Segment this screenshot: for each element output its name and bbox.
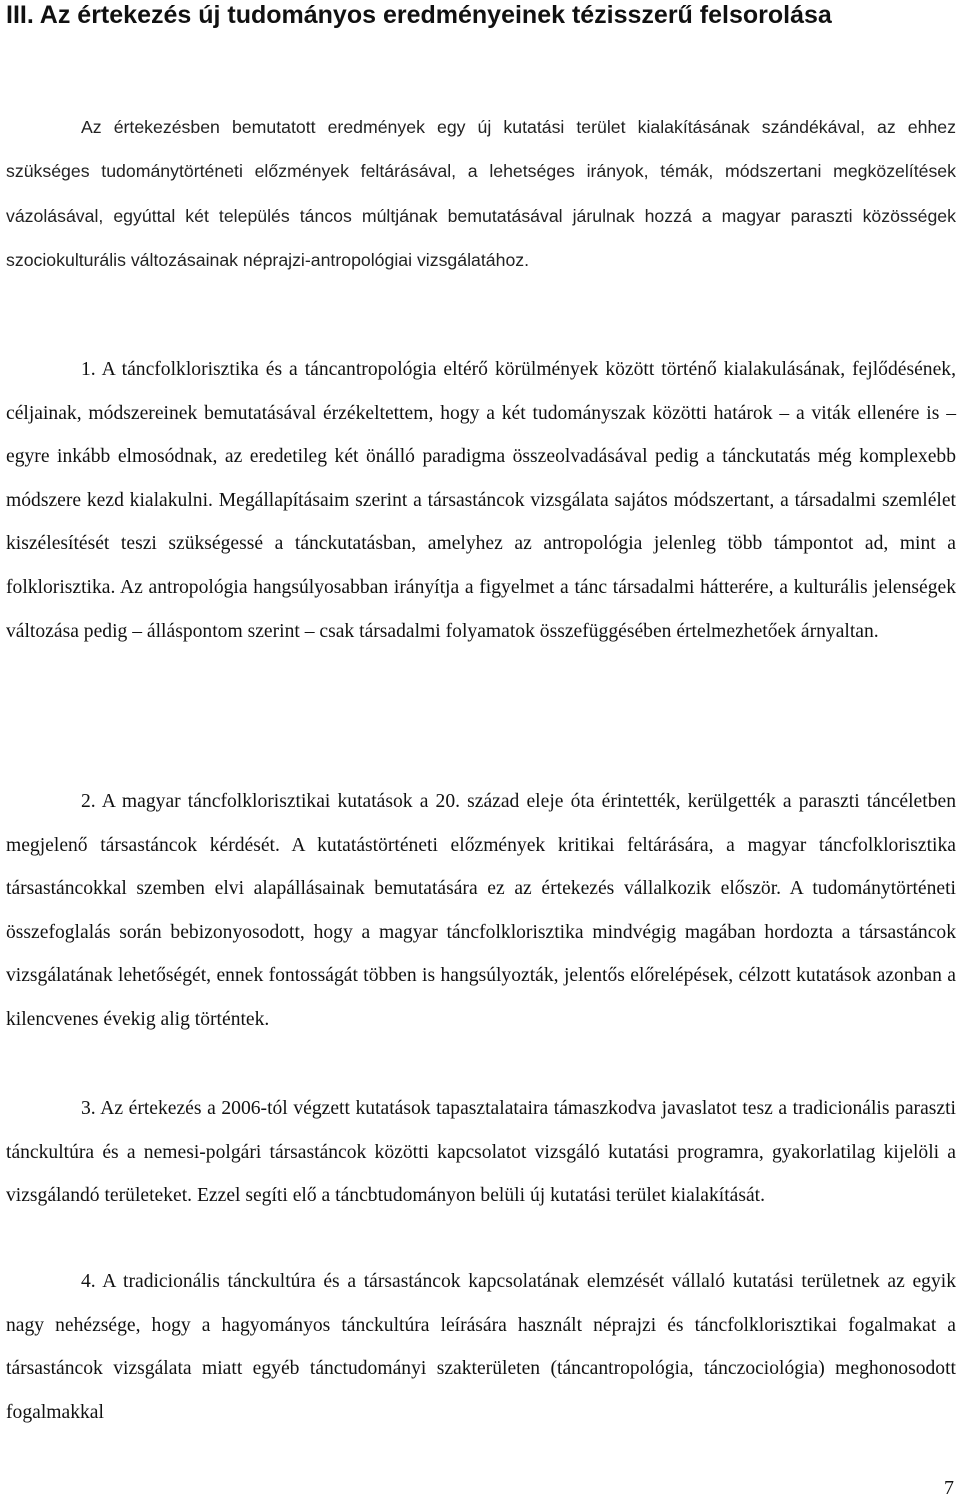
thesis-4-paragraph: 4. A tradicionális tánckultúra és a társastáncok kapcsolatának elemzését vállaló kutatási területnek az egyik nagy nehézsége, hogy a hagyományos tánckultúra leírására használt néprajzi és táncfolklorisztikai fogalmakat a társastáncok vizsgálata miatt egyéb tánctudományi szakterületen (táncantropológia, tánczociológia) meghonosodott fogalmakkal <box>6 1271 956 1423</box>
page-number: 7 <box>944 1477 954 1499</box>
section-heading: III. Az értekezés új tudományos eredményeinek tézisszerű felsorolása <box>6 1 832 29</box>
thesis-3-paragraph: 3. Az értekezés a 2006-tól végzett kutatások tapasztalataira támaszkodva javaslatot tesz a tradicionális paraszti tánckultúra és a nemesi-polgári társastáncok közötti kapcsolatot vizsgáló kutatási programra, gyakorlatilag kijelöli a vizsgálandó területeket. Ezzel segíti elő a táncbtudományon belüli új kutatási terület kialakítását. <box>6 1098 956 1207</box>
intro-paragraph: Az értekezésben bemutatott eredmények egy új kutatási terület kialakításának szándékával, az ehhez szükséges tudománytörténeti előzmények feltárásával, a lehetséges irányok, témák, módszertani megközelítések vázolásával, egyúttal két település táncos múltjának bemutatásával járulnak hozzá a magyar paraszti közösségek szociokulturális változásainak néprajzi-antropológiai vizsgálatához. <box>6 117 956 271</box>
thesis-2-paragraph: 2. A magyar táncfolklorisztikai kutatások a 20. század eleje óta érintették, kerülgették a paraszti táncéletben megjelenő társastáncok kérdését. A kutatástörténeti előzmények kritikai feltárására, a magyar táncfolklorisztika társastáncokkal szemben elvi alapállásainak bemutatására ez az értekezés vállalkozik először. A tudománytörténeti összefoglalás során bebizonyosodott, hogy a magyar táncfolklorisztika mindvégig magában hordozta a társastáncok vizsgálatának lehetőségét, ennek fontosságát többen is hangsúlyozták, jelentős előrelépések, célzott kutatások azonban a kilencvenes évekig alig történtek. <box>6 791 956 1030</box>
thesis-1-paragraph: 1. A táncfolklorisztika és a táncantropológia eltérő körülmények között történő kialakulásának, fejlődésének, céljainak, módszereinek bemutatásával érzékeltettem, hogy a két tudományszak közötti határok – a viták ellenére is – egyre inkább elmosódnak, az eredetileg két önálló paradigma összeolvadásával pedig a tánckutatás még komplexebb módszere kezd kialakulni. Megállapításaim szerint a társastáncok vizsgálata sajátos módszertant, a társadalmi szemlélet kiszélesítését teszi szükségessé a tánckutatásban, amelyhez az antropológia jelenleg több támpontot ad, mint a folklorisztika. Az antropológia hangsúlyosabban irányítja a figyelmet a tánc társadalmi hátterére, a kulturális jelenségek változása pedig – álláspontom szerint – csak társadalmi folyamatok összefüggésében értelmezhetőek árnyaltan. <box>6 359 956 642</box>
